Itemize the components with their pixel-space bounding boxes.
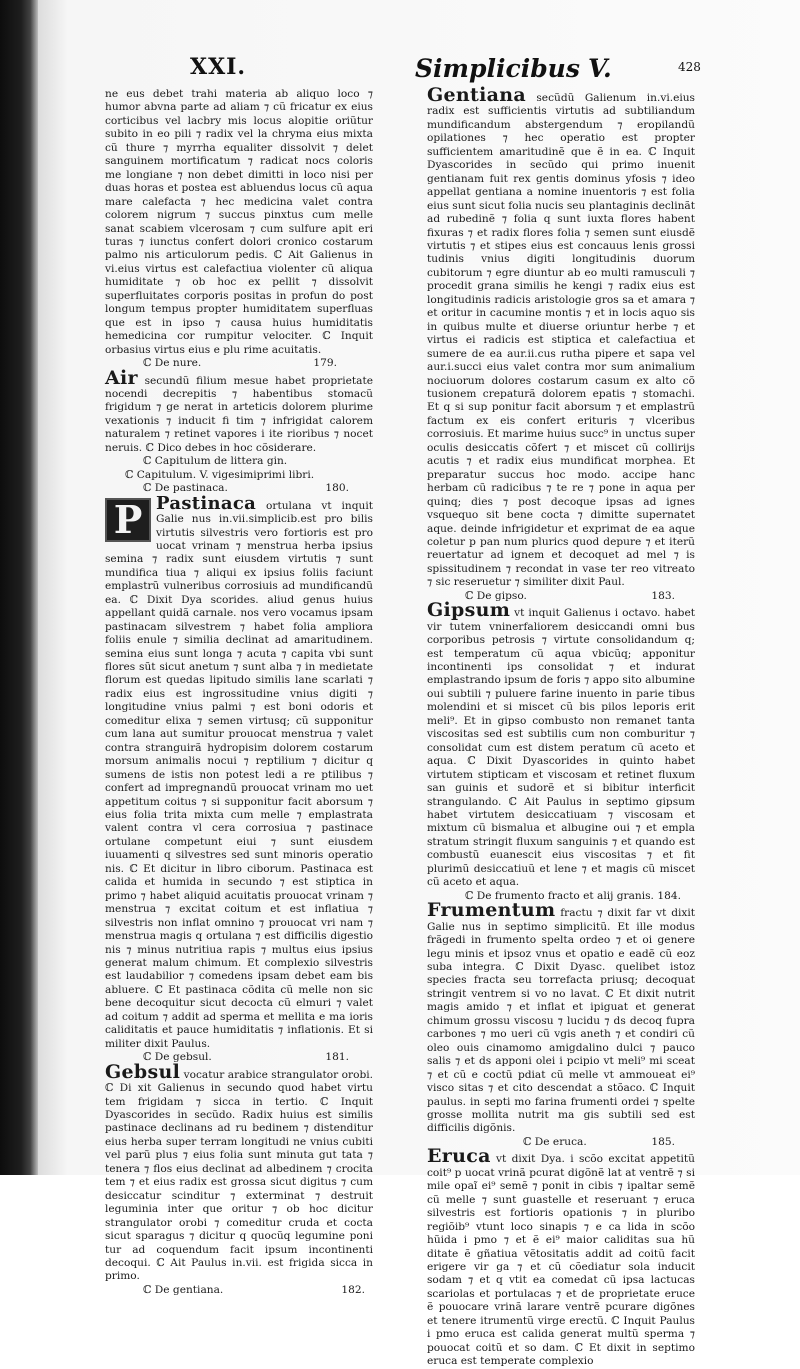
entry-title: ℂ De gipso. [465, 589, 527, 602]
entry-ref-gentiana [105, 1284, 373, 1297]
gebsul-text: vocatur arabice strangulator orobi. ℂ Di xit Galienus in secundo quod habet virtu tem frigidam ⁊ sicca in tertio. ℂ Inquit Dyascorides in secũdo. Radix huius est similis pastinace declinans ad ru bedinem ⁊ distenditur eius herba super terram longitudi ne vnius cubiti vel parũ plus ⁊ eius folia sunt minuta gut tata ⁊ tenera ⁊ flos eius declinat ad albedinem ⁊ crocita tem ⁊ et eius radix est grossa sicut digitus ⁊ cum desiccatur scinditur ⁊ exterminat ⁊ destruit leguminia inter que oritur ⁊ ob hoc dicitur strangulator orobi ⁊ comeditur cruda et cocta sicut sparagus ⁊ dicitur q quocũq legumine poni tur ad coquendum facit ipsum incontinenti decoqui. ℂ Ait Paulus in.vii. est frigida sicca in primo. [105, 1068, 374, 1283]
running-title: Simplicibus [415, 54, 580, 83]
entry-title: ℂ De gentiana. [143, 1283, 224, 1296]
pastinaca-heading: Pastinaca [156, 492, 257, 514]
entry-number: 183. [651, 589, 675, 602]
chapter-heading-gin: ℂ Capitulum de littera gin. [143, 455, 288, 468]
pastinaca-text: ortulana vt inquit Galie nus in.vii.simplicib.est pro bilis virtutis silvestris vero fortioris est pro uocat vrinam ⁊ menstrua herba ipsius semina ⁊ radix sunt eiusdem virtutis ⁊ sunt mundifica tiua ⁊ aliqui ex ipsius foliis faciunt emplastrũ vulneribus corrosiuis ad mundificandũ ea. ℂ Dixit Dya scorides. aliud genus huius appellant quidã carnale. nos vero vocamus ipsam pastinacam silvestrem ⁊ habet folia ampliora foliis enule ⁊ similia declinat ad amaritudinem. semina eius sunt longa ⁊ acuta ⁊ capita vbi sunt flores sũt sicut anetum ⁊ sunt alba ⁊ in medietate florum est quedas lipitudo similis lane scarlati ⁊ radix eius est ingrossitudine vnius digiti ⁊ longitudine vnius palmi ⁊ est boni odoris et comeditur elixa ⁊ semen virtusq; cũ supponitur cum lana aut sumitur prouocat menstrua ⁊ valet contra stranguirã hydropisim dolorem costarum morsum animalis nocui ⁊ reptilium ⁊ dicitur q sumens de istis non potest ledi a re ptilibus ⁊ confert ad impregnandũ prouocat vrinam mo uet appetitum coitus ⁊ si supponitur facit aborsum ⁊ eius folia trita mixta cum melle ⁊ emplastrata valent contra vl cera corrosiua ⁊ pastinace ortulane competunt eiui ⁊ sunt eiusdem iuuamenti q silvestres sed sunt minoris operatio nis. ℂ Et dicitur in libro ciborum. Pastinaca est calida et humida in secundo ⁊ est stiptica in primo ⁊ habet aliquid acuitatis prouocat vrinam ⁊ menstrua ⁊ excitat coitum et est inflatiua ⁊ silvestris non inflat omnino ⁊ prouocat vri nam ⁊ menstrua magis q ortulana ⁊ est difficilis digestio nis ⁊ minus nutritiua rapis ⁊ multus eius ipsius generat malum chimum. Et complexio silvestris est laudabilior ⁊ comedens ipsam debet eam bis abluere. ℂ Et pastinaca cõdita cũ melle non sic bene decoquitur sicut decocta cũ elmuri ⁊ valet ad coitum ⁊ addit ad sperma et mellita e ma ioris caliditatis et pauce humiditatis ⁊ inflationis. Et si militer dixit Paulus. [105, 499, 373, 1050]
entry-number: 180. [325, 482, 349, 495]
gebsul-heading: Gebsul [105, 1060, 181, 1083]
gebsul-entry [105, 1060, 374, 1284]
entry-title: ℂ De frumento fracto et alij granis. [465, 889, 654, 902]
left-column [105, 88, 373, 1297]
page-number: 428 [678, 60, 701, 74]
gentiana-text: secũdũ Galienum in.vi.eius radix est sufficientis virtutis ad subtiliandum mundificandum abstergendum ⁊ eropilandũ opilationes ⁊ hec operatio est propter sufficientem amaritudinẽ que ẽ in ea. ℂ Inquit Dyascorides in secũdo qui primo inuenit gentianam fuit rex gentis dominus yfosis ⁊ ideo appellat gentiana a nomine inuentoris ⁊ est folia eius sunt sicut folia nucis seu plantaginis declinãt ad rubedinẽ ⁊ folia q sunt iuxta flores habent fixuras ⁊ et radix flores folia ⁊ semen sunt eiusdẽ virtutis ⁊ et stipes eius est concauus lenis grossi tudinis vnius digiti longitudinis duorum cubitorum ⁊ egre diuntur ab eo multi ramusculi ⁊ procedit grana similis he kengi ⁊ radix eius est longitudinis radicis aristologie gros sa et amara ⁊ et oritur in cacumine montis ⁊ et in locis aquo sis in quibus multe et diuerse oriuntur herbe ⁊ et virtus ei radicis est stiptica et calefactiua et sumere de ea aur.ii.cus rutha pipere et sapa vel aur.i.succi eius valet contra mor sum animalium nociuorum dolores costarum casum ex alto cõ tusionem crepaturã dolorem epatis ⁊ stomachi. Et q si sup ponitur facit aborsum ⁊ et emplastrũ factum ex eis confert erituris ⁊ vlceribus corrosiuis. Et marime huius succ⁹ in unctus super oculis desiccatis cõfert ⁊ et miscet cũ collirijs acutis ⁊ et radix eius mundificat morphea. Et preparatur succus hoc modo. accipe hanc herbam cũ radicibus ⁊ te re ⁊ pone in aqua per quinq; dies ⁊ post decoque ipsas ad ignes vsquequo sit bene cocta ⁊ dimitte supernatet aque. deinde infrigidetur et exprimat de ea aque coletur p pan num plurics quod depure ⁊ et iterũ reuertatur ad ignem et decoquet ad mel ⁊ is spissitudinem ⁊ recondat in vase ter reo vitreato ⁊ sic reseruetur ⁊ similiter dixit Paul. [427, 92, 695, 589]
entry-number: 181. [325, 1051, 349, 1064]
entry-ref-nux [105, 357, 373, 370]
gipsum-text: vt inquit Galienus i octavo. habet vir tutem vninerfaliorem desiccandi omni bus corporibus petrosis ⁊ virtute consolidandum q; est temperatum cũ aqua vbicũq; apponitur incontinenti ips consolidat ⁊ et indurat emplastrando ipsum de foris ⁊ appo sito albumine oui subtili ⁊ puluere farine inuento in parie tibus molendini et si miscet cũ bis pilos leporis erit meli⁹. Et in gipso combusto non remanet tanta viscositas sed est subtilis cum non comburitur ⁊ consolidat cum est distem peratum cũ aceto et aqua. ℂ Dixit Dyascorides in quinto habet virtutem stipticam et viscosam et retinet fluxum san guinis et sudorẽ et si bibitur interficit strangulando. ℂ Ait Paulus in septimo gipsum habet virtutem desiccatiuam ⁊ viscosam et mixtum cũ bismalua et albugine oui ⁊ et empla stratum stringit fluxum sanguinis ⁊ et quando est combustũ euanescit eius viscositas ⁊ et fit plurimũ desiccatiuũ et lene ⁊ et magis cũ miscet cũ aceto et aqua. [427, 607, 695, 889]
right-column [427, 84, 695, 1369]
eruca-text: vt dixit Dya. i scõo excitat appetitũ coit⁹ p uocat vrinã pcurat digõnẽ lat at ventrẽ ⁊ si mile opaĩ ei⁹ semẽ ⁊ ponit in cibis ⁊ ipaltar semẽ cũ melle ⁊ sunt guastelle et reseruant ⁊ eruca silvestris est fortioris opationis ⁊ in pluribo regiõib⁹ vtunt loco sinapis ⁊ e ca lida in scõo hũida i pmo ⁊ et ẽ ei⁹ maior caliditas sua hũ ditate ẽ gñatiua vẽtositatis addit ad coitũ facit erigere vir ga ⁊ et cũ cõediatur sola inducit sodam ⁊ et q vtit ea comedat cũ ipsa lactucas scariolas et portulacas ⁊ et de proprietate eruce ẽ pouocare vrinã larare ventrẽ pcurare digõnes et tenere itrumentũ virge erectũ. ℂ Inquit Paulus i pmo eruca est calida generat multũ sperma ⁊ pouocat coitũ et so dam. ℂ Et dixit in septimo eruca est temperate complexio [427, 1153, 695, 1368]
entry-title: ℂ De eruca. [523, 1135, 587, 1148]
air-entry [105, 366, 373, 456]
entry-title: ℂ De gebsul. [143, 1051, 212, 1064]
entry-title: ℂ De nure. [143, 357, 202, 370]
gipsum-entry [427, 599, 695, 890]
entry-number: 184. [657, 889, 681, 902]
book-binding-shadow [0, 0, 38, 1175]
entry-number: 179. [313, 357, 337, 370]
air-text: secundũ filium mesue habet proprietate nocendi decrepitis ⁊ habentibus stomacũ frigidum ⁊ ge nerat in arteticis dolorem plurime vexationis ⁊ inducit fi tim ⁊ infrigidat calorem naturalem ⁊ retinet vapores i ite rioribus ⁊ nocet neruis. ℂ Dico debes in hoc cõsiderare. [105, 374, 373, 454]
eruca-entry [427, 1145, 695, 1368]
folio-left: XXI. [190, 54, 247, 80]
pastinaca-entry [105, 492, 373, 1052]
gentiana-heading: Gentiana [427, 84, 526, 106]
air-heading: Air [105, 366, 138, 389]
chapter-heading-book: ℂ Capitulum. V. vigesimiprimi libri. [125, 468, 315, 481]
frumentum-heading: Frumentum [427, 899, 556, 922]
frumentum-entry [427, 899, 695, 1136]
eruca-heading: Eruca [427, 1145, 491, 1168]
entry-title: ℂ De pastinaca. [143, 482, 228, 495]
entry-number: 185. [651, 1135, 675, 1148]
entry-number: 182. [341, 1283, 365, 1296]
folio-right: V. [588, 54, 612, 83]
nux-text: ne eus debet trahi materia ab aliquo loco ⁊ humor abvna parte ad aliam ⁊ cũ fricatur ex eius corticibus vel lacbry mis locus alopitie oriũtur subito in eo pili ⁊ radix vel la chryma eius mixta cũ thure ⁊ myrrha equaliter dissolvit ⁊ delet sanguinem mortificatum ⁊ radicat nocs coloris me longiane ⁊ non debet dimitti in loco nisi per duas horas et postea est abluendus locus cũ aqua mare calefacta ⁊ hec medicina valet contra colorem nigrum ⁊ succus pinxtus cum melle sanat scabiem vlcerosam ⁊ cum sulfure apit eri turas ⁊ iunctus confert dolori cronico costarum palmo nis articulorum pedis. ℂ Ait Galienus in vi.eius virtus est calefactiua violenter cũ aliqua humiditate ⁊ ob hoc ex pellit ⁊ dissolvit superfluitates corporis positas in profun do post longum tempus propter humiditatem superfluas que est in ipso ⁊ causa huius humiditatis hemedicina cor rumpitur velociter. ℂ Inquit orbasius virtus eius e plu rime acuitatis. [105, 88, 373, 356]
frumentum-text: fractu ⁊ dixit far vt dixit Galie nus in septimo simplicitũ. Et ille modus frãgedi in frumento spelta ordeo ⁊ et oi genere legu minis et ipsoz vnus et opatio e eadẽ cũ eoz suba integra. ℂ Dixit Dyasc. quelibet istoz species fracta seu torrefacta priusq; decoquat stringit ventrem si vo no lavat. ℂ Et dixit nutrit magis amido ⁊ et inflat et ipiguat et generat chimum grossu viscosu ⁊ lucidu ⁊ ds decoq fupra carbones ⁊ mo ueri cũ vgis aneth ⁊ et condiri cũ oleo ouis cinamomo amigdalino dulci ⁊ pauco salis ⁊ et ds apponi olei i pcipio vt meli⁹ mi sceat ⁊ et cũ e coctũ pdiat cũ melle vt ammoueat ei⁹ visco sitas ⁊ et cito descendat a stõaco. ℂ Inquit paulus. in septi mo farina frumenti ordei ⁊ spelte grosse mollita nutrit ma gis subtili sed est difficilis digõnis. [427, 907, 695, 1135]
decorated-initial: P [105, 498, 151, 542]
gentiana-entry [427, 84, 695, 590]
gipsum-heading: Gipsum [427, 599, 511, 622]
